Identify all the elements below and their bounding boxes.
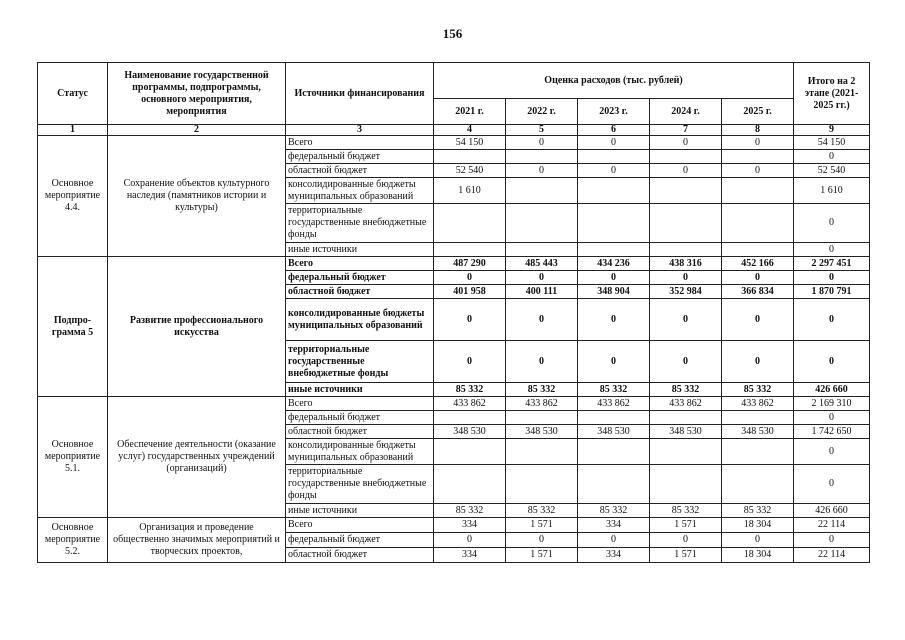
header-sources: Источники финансирования (286, 63, 434, 125)
year-value-cell (722, 243, 794, 257)
year-value-cell: 433 862 (722, 397, 794, 411)
year-value-cell: 85 332 (506, 383, 578, 397)
column-index: 8 (722, 125, 794, 136)
column-index: 3 (286, 125, 434, 136)
year-value-cell: 85 332 (578, 383, 650, 397)
year-value-cell (506, 204, 578, 243)
total-cell: 1 742 650 (794, 425, 870, 439)
column-index: 6 (578, 125, 650, 136)
year-value-cell: 85 332 (650, 504, 722, 518)
funding-source-cell: областной бюджет (286, 285, 434, 299)
year-value-cell: 452 166 (722, 257, 794, 271)
year-value-cell: 0 (722, 164, 794, 178)
total-cell: 0 (794, 533, 870, 548)
year-value-cell: 85 332 (434, 504, 506, 518)
year-value-cell: 0 (506, 136, 578, 150)
header-year: 2021 г. (434, 99, 506, 125)
total-cell: 0 (794, 465, 870, 504)
funding-source-cell: иные источники (286, 504, 434, 518)
header-year: 2023 г. (578, 99, 650, 125)
status-cell: Основное мероприятие 5.2. (38, 518, 108, 563)
year-value-cell (578, 243, 650, 257)
year-value-cell (506, 465, 578, 504)
total-cell: 426 660 (794, 504, 870, 518)
activity-name-cell: Сохранение объектов культурного наследия (памятников истории и культуры) (108, 136, 286, 257)
year-value-cell: 0 (650, 533, 722, 548)
year-value-cell (506, 150, 578, 164)
year-value-cell: 348 530 (506, 425, 578, 439)
year-value-cell (506, 178, 578, 204)
year-value-cell: 0 (722, 299, 794, 341)
year-value-cell: 348 904 (578, 285, 650, 299)
year-value-cell (650, 465, 722, 504)
year-value-cell: 52 540 (434, 164, 506, 178)
year-value-cell: 18 304 (722, 518, 794, 533)
budget-table (37, 62, 870, 563)
total-cell: 2 297 451 (794, 257, 870, 271)
year-value-cell: 334 (434, 518, 506, 533)
year-value-cell: 0 (506, 299, 578, 341)
year-value-cell: 434 236 (578, 257, 650, 271)
funding-source-cell: иные источники (286, 243, 434, 257)
total-cell: 0 (794, 411, 870, 425)
year-value-cell: 1 571 (650, 518, 722, 533)
funding-source-cell: федеральный бюджет (286, 533, 434, 548)
year-value-cell (434, 243, 506, 257)
funding-source-cell: территориальные государственные внебюджетные фонды (286, 341, 434, 383)
year-value-cell (722, 178, 794, 204)
total-cell: 52 540 (794, 164, 870, 178)
year-value-cell: 0 (578, 299, 650, 341)
funding-source-cell: федеральный бюджет (286, 150, 434, 164)
year-value-cell: 0 (578, 271, 650, 285)
total-cell: 0 (794, 439, 870, 465)
year-value-cell: 85 332 (722, 383, 794, 397)
year-value-cell: 0 (506, 533, 578, 548)
table-body (38, 136, 870, 563)
funding-source-cell: Всего (286, 257, 434, 271)
year-value-cell: 348 530 (650, 425, 722, 439)
table-row (38, 257, 870, 271)
year-value-cell (722, 411, 794, 425)
column-index: 9 (794, 125, 870, 136)
total-cell: 0 (794, 243, 870, 257)
total-cell: 1 870 791 (794, 285, 870, 299)
year-value-cell: 438 316 (650, 257, 722, 271)
year-value-cell: 0 (578, 533, 650, 548)
status-cell: Основное мероприятие 5.1. (38, 397, 108, 518)
funding-source-cell: Всего (286, 136, 434, 150)
year-value-cell (650, 178, 722, 204)
year-value-cell: 0 (722, 271, 794, 285)
column-index: 2 (108, 125, 286, 136)
year-value-cell: 0 (434, 299, 506, 341)
year-value-cell (434, 150, 506, 164)
total-cell: 22 114 (794, 518, 870, 533)
year-value-cell (434, 411, 506, 425)
year-value-cell: 0 (650, 136, 722, 150)
status-cell: Основное мероприятие 4.4. (38, 136, 108, 257)
funding-source-cell: областной бюджет (286, 548, 434, 563)
year-value-cell: 85 332 (506, 504, 578, 518)
year-value-cell: 0 (506, 341, 578, 383)
year-value-cell (506, 411, 578, 425)
table-row (38, 397, 870, 411)
year-value-cell (722, 150, 794, 164)
year-value-cell (578, 465, 650, 504)
funding-source-cell: иные источники (286, 383, 434, 397)
page-number: 156 (442, 26, 463, 41)
year-value-cell: 0 (722, 136, 794, 150)
year-value-cell: 0 (434, 341, 506, 383)
year-value-cell: 433 862 (506, 397, 578, 411)
year-value-cell (578, 150, 650, 164)
year-value-cell (506, 439, 578, 465)
year-value-cell: 85 332 (578, 504, 650, 518)
year-value-cell: 400 111 (506, 285, 578, 299)
year-value-cell (722, 439, 794, 465)
year-value-cell: 334 (578, 518, 650, 533)
funding-source-cell: областной бюджет (286, 425, 434, 439)
total-cell: 0 (794, 204, 870, 243)
year-value-cell: 348 530 (578, 425, 650, 439)
year-value-cell: 0 (506, 271, 578, 285)
funding-source-cell: консолидированные бюджеты муниципальных образований (286, 178, 434, 204)
status-cell: Подпро-грамма 5 (38, 257, 108, 397)
funding-source-cell: федеральный бюджет (286, 411, 434, 425)
column-index: 1 (38, 125, 108, 136)
year-value-cell (434, 465, 506, 504)
funding-source-cell: Всего (286, 397, 434, 411)
year-value-cell (722, 465, 794, 504)
year-value-cell: 0 (578, 164, 650, 178)
table-row (38, 518, 870, 533)
total-cell: 0 (794, 271, 870, 285)
activity-name-cell: Обеспечение деятельности (оказание услуг) государственных учреждений (организаций) (108, 397, 286, 518)
year-value-cell: 0 (434, 271, 506, 285)
header-year: 2022 г. (506, 99, 578, 125)
year-value-cell: 85 332 (434, 383, 506, 397)
year-value-cell: 1 571 (506, 518, 578, 533)
year-value-cell: 433 862 (434, 397, 506, 411)
year-value-cell: 485 443 (506, 257, 578, 271)
column-index: 7 (650, 125, 722, 136)
year-value-cell (434, 439, 506, 465)
year-value-cell (650, 411, 722, 425)
year-value-cell (578, 411, 650, 425)
total-cell: 22 114 (794, 548, 870, 563)
column-index: 4 (434, 125, 506, 136)
header-name: Наименование государственной программы, подпрограммы, основного мероприятия, мероприятия (108, 63, 286, 125)
year-value-cell: 85 332 (722, 504, 794, 518)
year-value-cell: 0 (722, 533, 794, 548)
funding-source-cell: федеральный бюджет (286, 271, 434, 285)
year-value-cell: 1 610 (434, 178, 506, 204)
year-value-cell: 348 530 (434, 425, 506, 439)
year-value-cell: 348 530 (722, 425, 794, 439)
year-value-cell: 433 862 (578, 397, 650, 411)
year-value-cell (650, 150, 722, 164)
year-value-cell: 0 (434, 533, 506, 548)
funding-source-cell: территориальные государственные внебюджетные фонды (286, 465, 434, 504)
year-value-cell (434, 204, 506, 243)
year-value-cell (650, 243, 722, 257)
year-value-cell: 0 (578, 341, 650, 383)
year-value-cell: 18 304 (722, 548, 794, 563)
header-year: 2024 г. (650, 99, 722, 125)
year-value-cell (578, 439, 650, 465)
header-status: Статус (38, 63, 108, 125)
year-value-cell: 0 (650, 341, 722, 383)
year-value-cell: 1 571 (650, 548, 722, 563)
year-value-cell (506, 243, 578, 257)
year-value-cell (722, 204, 794, 243)
year-value-cell: 334 (578, 548, 650, 563)
year-value-cell: 0 (650, 271, 722, 285)
year-value-cell: 334 (434, 548, 506, 563)
year-value-cell: 366 834 (722, 285, 794, 299)
table-row (38, 136, 870, 150)
year-value-cell: 352 984 (650, 285, 722, 299)
total-cell: 54 150 (794, 136, 870, 150)
year-value-cell (650, 439, 722, 465)
total-cell: 0 (794, 341, 870, 383)
year-value-cell: 0 (578, 136, 650, 150)
activity-name-cell: Развитие профессионального искусства (108, 257, 286, 397)
funding-source-cell: Всего (286, 518, 434, 533)
funding-source-cell: консолидированные бюджеты муниципальных образований (286, 299, 434, 341)
header-total: Итого на 2 этапе (2021-2025 гг.) (794, 63, 870, 125)
total-cell: 426 660 (794, 383, 870, 397)
total-cell: 1 610 (794, 178, 870, 204)
year-value-cell (578, 204, 650, 243)
activity-name-cell: Организация и проведение общественно значимых мероприятий и творческих проектов, (108, 518, 286, 563)
column-index: 5 (506, 125, 578, 136)
funding-source-cell: консолидированные бюджеты муниципальных образований (286, 439, 434, 465)
total-cell: 0 (794, 150, 870, 164)
year-value-cell: 1 571 (506, 548, 578, 563)
year-value-cell: 54 150 (434, 136, 506, 150)
year-value-cell (650, 204, 722, 243)
funding-source-cell: областной бюджет (286, 164, 434, 178)
year-value-cell: 0 (506, 164, 578, 178)
year-value-cell: 0 (650, 299, 722, 341)
header-year: 2025 г. (722, 99, 794, 125)
funding-source-cell: территориальные государственные внебюджетные фонды (286, 204, 434, 243)
year-value-cell: 433 862 (650, 397, 722, 411)
year-value-cell: 487 290 (434, 257, 506, 271)
year-value-cell: 0 (722, 341, 794, 383)
year-value-cell: 401 958 (434, 285, 506, 299)
header-estimate: Оценка расходов (тыс. рублей) (434, 63, 794, 99)
year-value-cell (578, 178, 650, 204)
year-value-cell: 85 332 (650, 383, 722, 397)
total-cell: 0 (794, 299, 870, 341)
total-cell: 2 169 310 (794, 397, 870, 411)
year-value-cell: 0 (650, 164, 722, 178)
